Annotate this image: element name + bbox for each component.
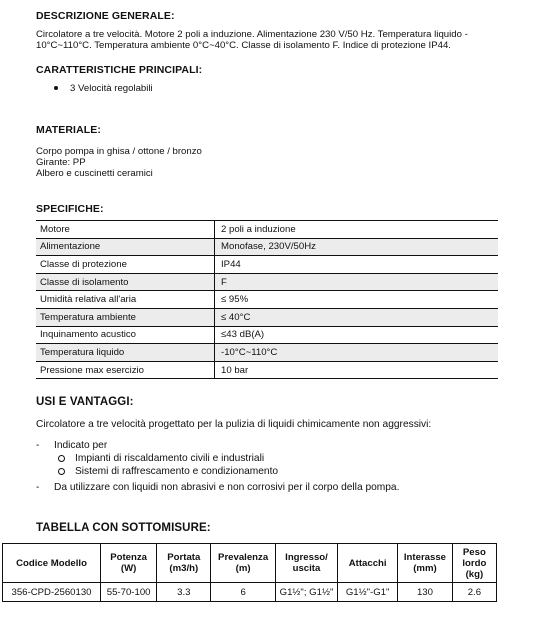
- spec-value: F: [215, 273, 499, 291]
- table-row: [36, 361, 498, 379]
- spec-label: Temperatura ambiente: [36, 308, 215, 326]
- spec-value: IP44: [215, 256, 499, 274]
- material-line: Corpo pompa in ghisa / ottone / bronzo: [36, 146, 202, 157]
- table-row: [3, 583, 497, 602]
- dash-bullet: -: [36, 482, 40, 493]
- usage-intro: Circolatore a tre velocità progettato per la pulizia di liquidi chimicamente non aggressivi:: [36, 419, 432, 430]
- circle-bullet-icon: [58, 468, 65, 475]
- table-row: [36, 238, 498, 256]
- table-row: [36, 308, 498, 326]
- usage-subitem-label: Impianti di riscaldamento civili e industriali: [75, 453, 265, 464]
- usage-item-label: Da utilizzare con liquidi non abrasivi e non corrosivi per il corpo della pompa.: [54, 482, 400, 493]
- dash-bullet: -: [36, 440, 40, 451]
- usage-heading: USI E VANTAGGI:: [36, 396, 134, 408]
- bullet-icon: [54, 86, 58, 90]
- table-cell: 356-CPD-2560130: [3, 583, 101, 602]
- usage-subitem: [58, 453, 264, 464]
- table-row: [36, 291, 498, 309]
- spec-value: -10°C~110°C: [215, 344, 499, 362]
- column-header: Potenza (W): [101, 544, 157, 583]
- material-line: Girante: PP: [36, 157, 86, 169]
- general-description: Circolatore a tre velocità. Motore 2 poli a induzione. Alimentazione 230 V/50 Hz. Temperatura liquido - 10°C~110°C. Temperatura ambiente 0°C~40°C. Classe di isolamento F. Indice di protezione IP44.: [36, 29, 468, 52]
- column-header: Ingresso/ uscita: [275, 544, 337, 583]
- usage-subitem: [58, 466, 278, 477]
- spec-value: 10 bar: [215, 361, 499, 379]
- feature-item: [54, 83, 153, 94]
- spec-value: ≤ 95%: [215, 291, 499, 309]
- table-row: [36, 221, 498, 239]
- usage-item-label: Indicato per: [54, 440, 108, 451]
- table-cell: G1½"; G1½": [275, 583, 337, 602]
- spec-label: Motore: [36, 221, 215, 239]
- spec-value: ≤43 dB(A): [215, 326, 499, 344]
- spec-value: ≤ 40°C: [215, 308, 499, 326]
- features-heading: CARATTERISTICHE PRINCIPALI:: [36, 64, 203, 76]
- table-row: [36, 344, 498, 362]
- general-heading: DESCRIZIONE GENERALE:: [36, 10, 175, 22]
- table-header-row: [3, 544, 497, 583]
- feature-item-label: 3 Velocità regolabili: [70, 83, 153, 94]
- spec-label: Inquinamento acustico: [36, 326, 215, 344]
- spec-label: Temperatura liquido: [36, 344, 215, 362]
- column-header: Portata (m3/h): [157, 544, 211, 583]
- submeasures-table: [2, 543, 497, 602]
- spec-value: Monofase, 230V/50Hz: [215, 238, 499, 256]
- subtable-heading: TABELLA CON SOTTOMISURE:: [36, 522, 211, 534]
- table-cell: G1½"-G1": [338, 583, 398, 602]
- table-cell: 6: [211, 583, 276, 602]
- specs-heading: SPECIFICHE:: [36, 203, 104, 215]
- table-cell: 2.6: [452, 583, 496, 602]
- column-header: Interasse (mm): [398, 544, 453, 583]
- usage-subitem-label: Sistemi di raffrescamento e condizionamento: [75, 466, 279, 477]
- spec-value: 2 poli a induzione: [215, 221, 499, 239]
- spec-label: Classe di protezione: [36, 256, 215, 274]
- material-heading: MATERIALE:: [36, 124, 101, 136]
- table-cell: 130: [398, 583, 453, 602]
- table-row: [36, 256, 498, 274]
- spec-label: Alimentazione: [36, 238, 215, 256]
- spec-label: Pressione max esercizio: [36, 361, 215, 379]
- table-row: [36, 273, 498, 291]
- material-line: Albero e cuscinetti ceramici: [36, 168, 153, 180]
- material-list: [36, 146, 202, 180]
- column-header: Peso lordo (kg): [452, 544, 496, 583]
- spec-label: Classe di isolamento: [36, 273, 215, 291]
- table-row: [36, 326, 498, 344]
- table-cell: 55-70-100: [101, 583, 157, 602]
- circle-bullet-icon: [58, 455, 65, 462]
- column-header: Codice Modello: [3, 544, 101, 583]
- table-cell: 3.3: [157, 583, 211, 602]
- spec-label: Umidità relativa all'aria: [36, 291, 215, 309]
- column-header: Prevalenza (m): [211, 544, 276, 583]
- specs-table: [36, 220, 498, 379]
- column-header: Attacchi: [338, 544, 398, 583]
